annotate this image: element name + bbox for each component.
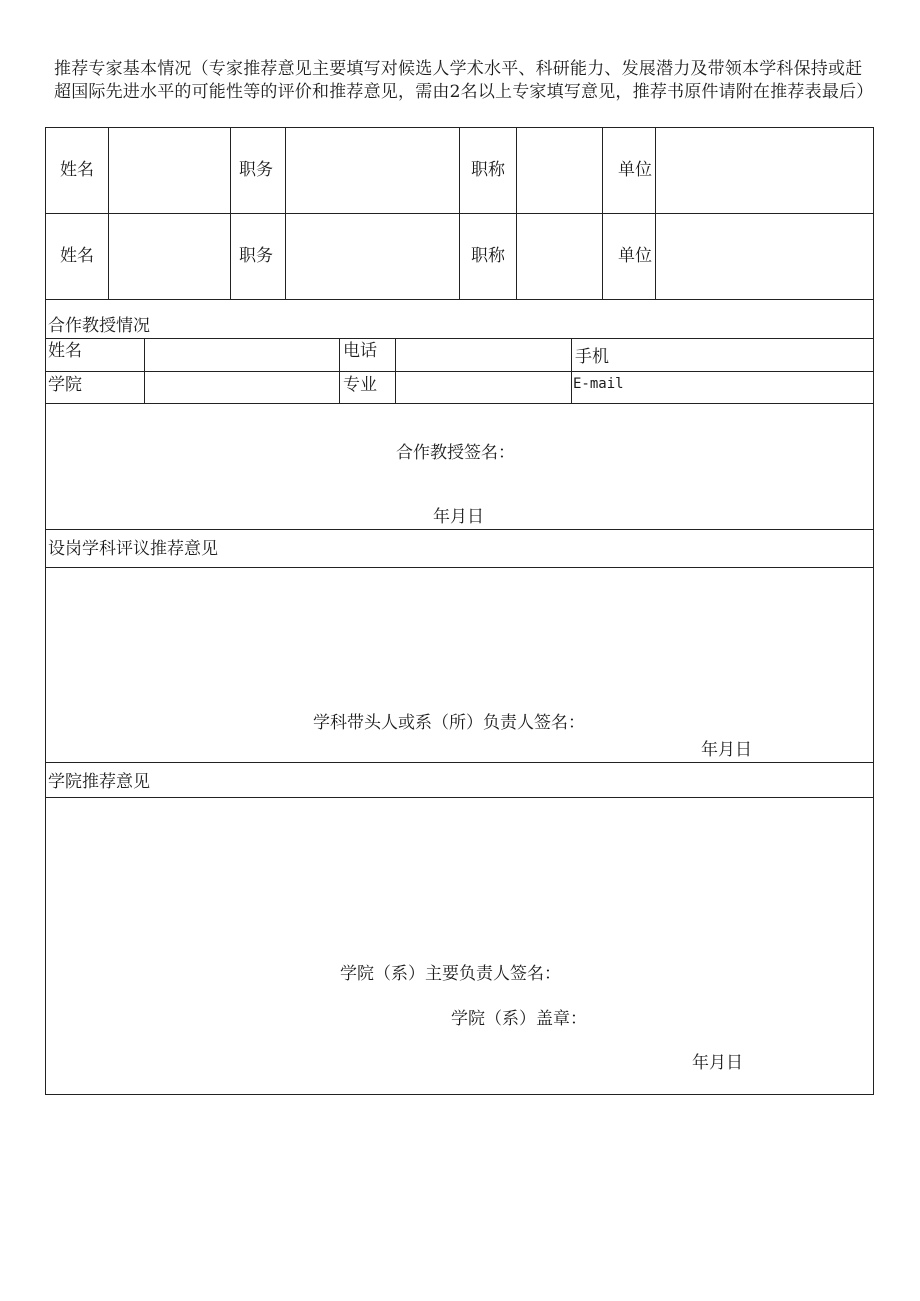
- coop-col-divider: [339, 338, 340, 403]
- expert-1-unit-label: 单位: [618, 160, 652, 180]
- expert-2-title-label: 职称: [471, 246, 505, 266]
- discipline-signature-label: 学科带头人或系（所）负责人签名：: [313, 713, 585, 733]
- college-seal-label: 学院（系）盖章：: [451, 1009, 587, 1029]
- expert-1-title-label: 职称: [471, 160, 505, 180]
- discipline-section-top: [45, 529, 874, 530]
- coop-table-bottom: [45, 403, 874, 404]
- coop-heading: 合作教授情况: [48, 316, 150, 336]
- college-heading: 学院推荐意见: [48, 772, 150, 792]
- expert-col-divider: [108, 127, 109, 299]
- expert-2-unit-label: 单位: [618, 246, 652, 266]
- coop-name-label: 姓名: [48, 341, 82, 361]
- expert-2-name-label: 姓名: [60, 246, 94, 266]
- college-heading-divider: [45, 797, 874, 798]
- coop-college-label: 学院: [48, 375, 82, 395]
- expert-section-bottom: [45, 299, 874, 300]
- college-signature-label: 学院（系）主要负责人签名：: [340, 964, 561, 984]
- coop-signature-label: 合作教授签名：: [396, 443, 515, 463]
- expert-1-position-label: 职务: [239, 160, 273, 180]
- expert-2-position-label: 职务: [239, 246, 273, 266]
- expert-col-divider: [602, 127, 603, 299]
- expert-1-name-label: 姓名: [60, 160, 94, 180]
- expert-col-divider: [655, 127, 656, 299]
- coop-date-label: 年月日: [433, 507, 484, 527]
- expert-col-divider: [230, 127, 231, 299]
- coop-phone-label: 电话: [343, 341, 377, 361]
- expert-col-divider: [459, 127, 460, 299]
- discipline-date-label: 年月日: [701, 740, 752, 760]
- discipline-heading: 设岗学科评议推荐意见: [48, 539, 218, 559]
- coop-heading-divider: [45, 338, 874, 339]
- coop-col-divider: [395, 338, 396, 403]
- discipline-heading-divider: [45, 567, 874, 568]
- coop-major-label: 专业: [343, 375, 377, 395]
- coop-row-divider: [45, 371, 874, 372]
- expert-col-divider: [516, 127, 517, 299]
- coop-col-divider: [571, 338, 572, 403]
- intro-text: 推荐专家基本情况（专家推荐意见主要填写对候选人学术水平、科研能力、发展潜力及带领本学科保持或赶超国际先进水平的可能性等的评价和推荐意见，需由2名以上专家填写意见，推荐书原件请附在推荐表最后）: [54, 59, 874, 102]
- coop-col-divider: [144, 338, 145, 403]
- coop-email-label: E-mail: [573, 376, 624, 392]
- expert-col-divider: [285, 127, 286, 299]
- coop-mobile-label: 手机: [575, 347, 609, 367]
- college-date-label: 年月日: [692, 1053, 743, 1073]
- college-section-top: [45, 762, 874, 763]
